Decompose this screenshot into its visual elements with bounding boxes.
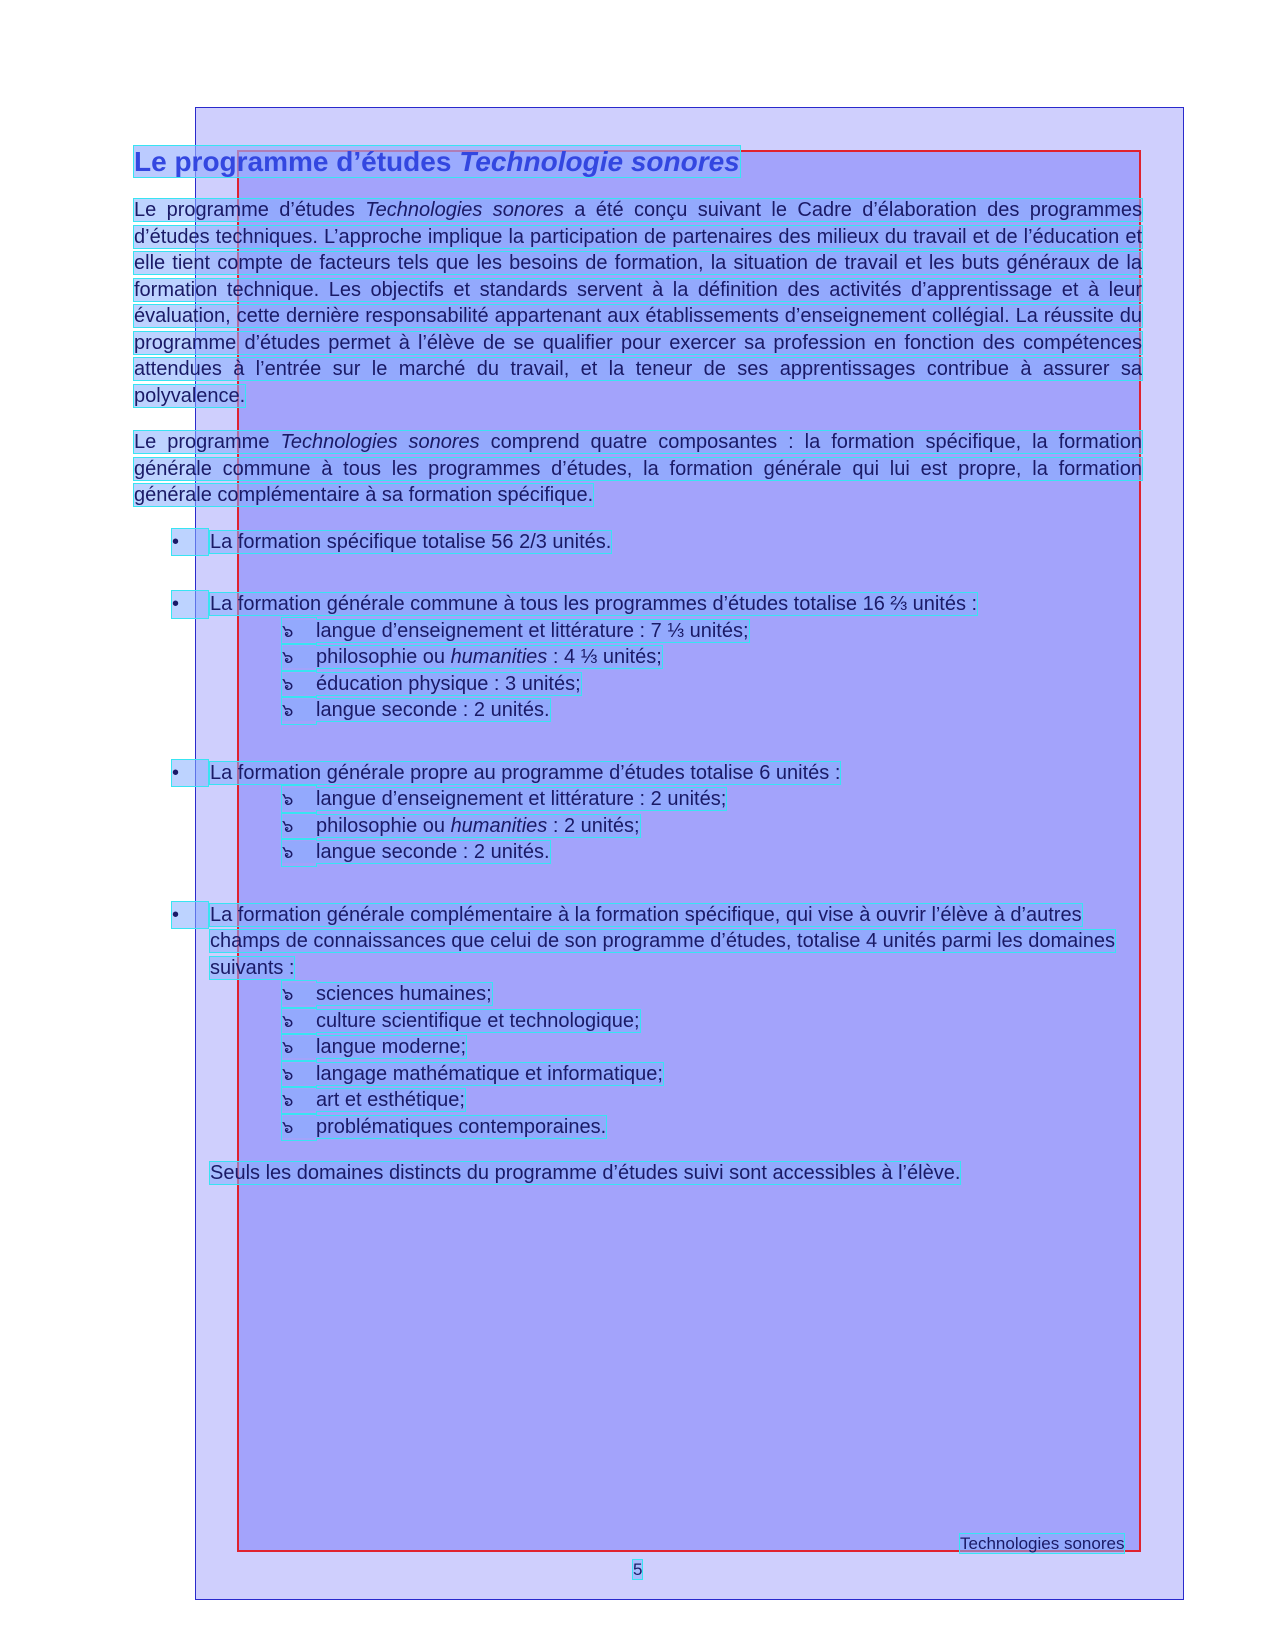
- sub-list-item: [282, 981, 1142, 1008]
- closing-note-text: Seuls les domaines distincts du programme d’études suivi sont accessibles à l’élève.: [210, 1162, 961, 1184]
- sub-bullet-icon: ๖: [282, 984, 294, 1004]
- sub-list-item-text: culture scientifique et technologique;: [316, 1009, 640, 1032]
- sub-list-item: [282, 839, 1142, 866]
- intro-paragraph: [134, 197, 1142, 409]
- sub-list-item-text: langue d’enseignement et littérature : 7 ⅓ unités;: [316, 619, 749, 642]
- sub-list-item-text: philosophie ou: [316, 646, 451, 668]
- sub-list-item: [282, 1087, 1142, 1114]
- sub-list-item: [282, 1061, 1142, 1088]
- sub-bullet-icon: ๖: [282, 1010, 294, 1031]
- page-title: [134, 145, 1142, 179]
- sub-list-item-text: langue d’enseignement et littérature : 2 unités;: [316, 788, 727, 810]
- sub-bullet-icon: ๖: [282, 1063, 294, 1084]
- sub-list-item-text: langue seconde : 2 unités.: [316, 699, 550, 721]
- components-after-italic: comprend quatre composantes : la formation spécifique, la formation générale commune à tous les programmes d’études, la formation générale qui lui est propre, la formation générale complémentaire à sa formation spécifique.: [134, 431, 1142, 506]
- sub-bullet-icon: ๖: [282, 815, 294, 836]
- sub-list-item-text: langue seconde : 2 unités.: [316, 841, 550, 863]
- training-components-list: [134, 529, 1142, 1141]
- bullet-icon: •: [172, 591, 208, 618]
- closing-note: [210, 1160, 1142, 1187]
- sub-bullet-icon: ๖: [282, 673, 294, 694]
- sub-list-item: [282, 618, 1142, 645]
- sub-list: [210, 786, 1142, 866]
- sub-list-item-text: : 4 ⅓ unités;: [547, 646, 662, 668]
- bullet-icon: •: [172, 760, 208, 787]
- sub-list-item-italic: humanities: [450, 814, 548, 837]
- sub-list-item: [282, 813, 1142, 840]
- list-item-text: La formation générale commune à tous les programmes d’études totalise 16 ⅔ unités :: [210, 593, 978, 615]
- list-item: [134, 902, 1142, 1141]
- page-number: 5: [633, 1560, 643, 1579]
- list-item: [134, 760, 1142, 866]
- components-before-italic: Le programme: [134, 431, 281, 453]
- components-italic: Technologies sonores: [280, 431, 480, 453]
- document-body: [134, 145, 1142, 1187]
- sub-bullet-icon: ๖: [282, 1037, 294, 1057]
- sub-list-item: [282, 1008, 1142, 1035]
- sub-list-item-text: sciences humaines;: [316, 983, 492, 1005]
- sub-list-item-text: langage mathématique et informatique;: [316, 1062, 663, 1085]
- sub-list-item: [282, 1034, 1142, 1061]
- sub-bullet-icon: ๖: [282, 1116, 294, 1137]
- intro-before-italic: Le programme d’études: [134, 199, 366, 221]
- sub-list-item: [282, 697, 1142, 724]
- components-paragraph: [134, 429, 1142, 509]
- page-title-prefix: Le programme d’études: [134, 146, 460, 177]
- list-item-text: La formation générale propre au programme d’études totalise 6 unités :: [210, 761, 841, 784]
- page-title-italic: Technologie sonores: [459, 146, 740, 177]
- sub-bullet-icon: ๖: [282, 1090, 294, 1110]
- sub-list-item-text: art et esthétique;: [316, 1089, 465, 1111]
- sub-list-item: [282, 671, 1142, 698]
- sub-list: [210, 981, 1142, 1140]
- list-item: [134, 529, 1142, 556]
- list-item-text: La formation générale complémentaire à la formation spécifique, qui vise à ouvrir l’élève à d’autres champs de connaissances que celui de son programme d’études, totalise 4 unités parmi les domaines suivants :: [210, 903, 1115, 979]
- sub-list-item-italic: humanities: [450, 646, 548, 668]
- sub-list-item-text: : 2 unités;: [547, 814, 640, 837]
- sub-bullet-icon: ๖: [282, 700, 294, 720]
- list-item: [134, 591, 1142, 724]
- bullet-icon: •: [172, 529, 208, 556]
- sub-list-item: [282, 644, 1142, 671]
- sub-bullet-icon: ๖: [282, 842, 294, 862]
- sub-bullet-icon: ๖: [282, 789, 294, 809]
- sub-list-item-text: philosophie ou: [316, 814, 451, 837]
- intro-italic: Technologies sonores: [365, 199, 564, 221]
- bullet-icon: •: [172, 902, 208, 929]
- sub-list: [210, 618, 1142, 724]
- sub-bullet-icon: ๖: [282, 647, 294, 667]
- sub-list-item-text: éducation physique : 3 unités;: [316, 672, 581, 695]
- running-footer-title: Technologies sonores: [960, 1534, 1125, 1553]
- intro-after-italic: a été conçu suivant le Cadre d’élaboration des programmes d’études techniques. L’approche implique la participation de partenaires des milieux du travail et de l’éducation et elle tient compte de facteurs tels que les besoins de formation, la situation de travail et les buts généraux de la formation technique. Les objectifs et standards servent à la définition des activités d’apprentissage et à leur évaluation, cette dernière responsabilité appartenant aux établissements d’enseignement collégial. La réussite du programme d’études permet à l’élève de se qualifier pour exercer sa profession en fonction des compétences attendues à l’entrée sur le marché du travail, et la teneur de ses apprentissages contribue à assurer sa polyvalence.: [134, 199, 1142, 407]
- sub-list-item-text: langue moderne;: [316, 1036, 467, 1058]
- sub-list-item-text: problématiques contemporaines.: [316, 1115, 607, 1138]
- sub-list-item: [282, 1114, 1142, 1141]
- sub-list-item: [282, 786, 1142, 813]
- sub-bullet-icon: ๖: [282, 620, 294, 641]
- list-item-text: La formation spécifique totalise 56 2/3 unités.: [210, 530, 612, 553]
